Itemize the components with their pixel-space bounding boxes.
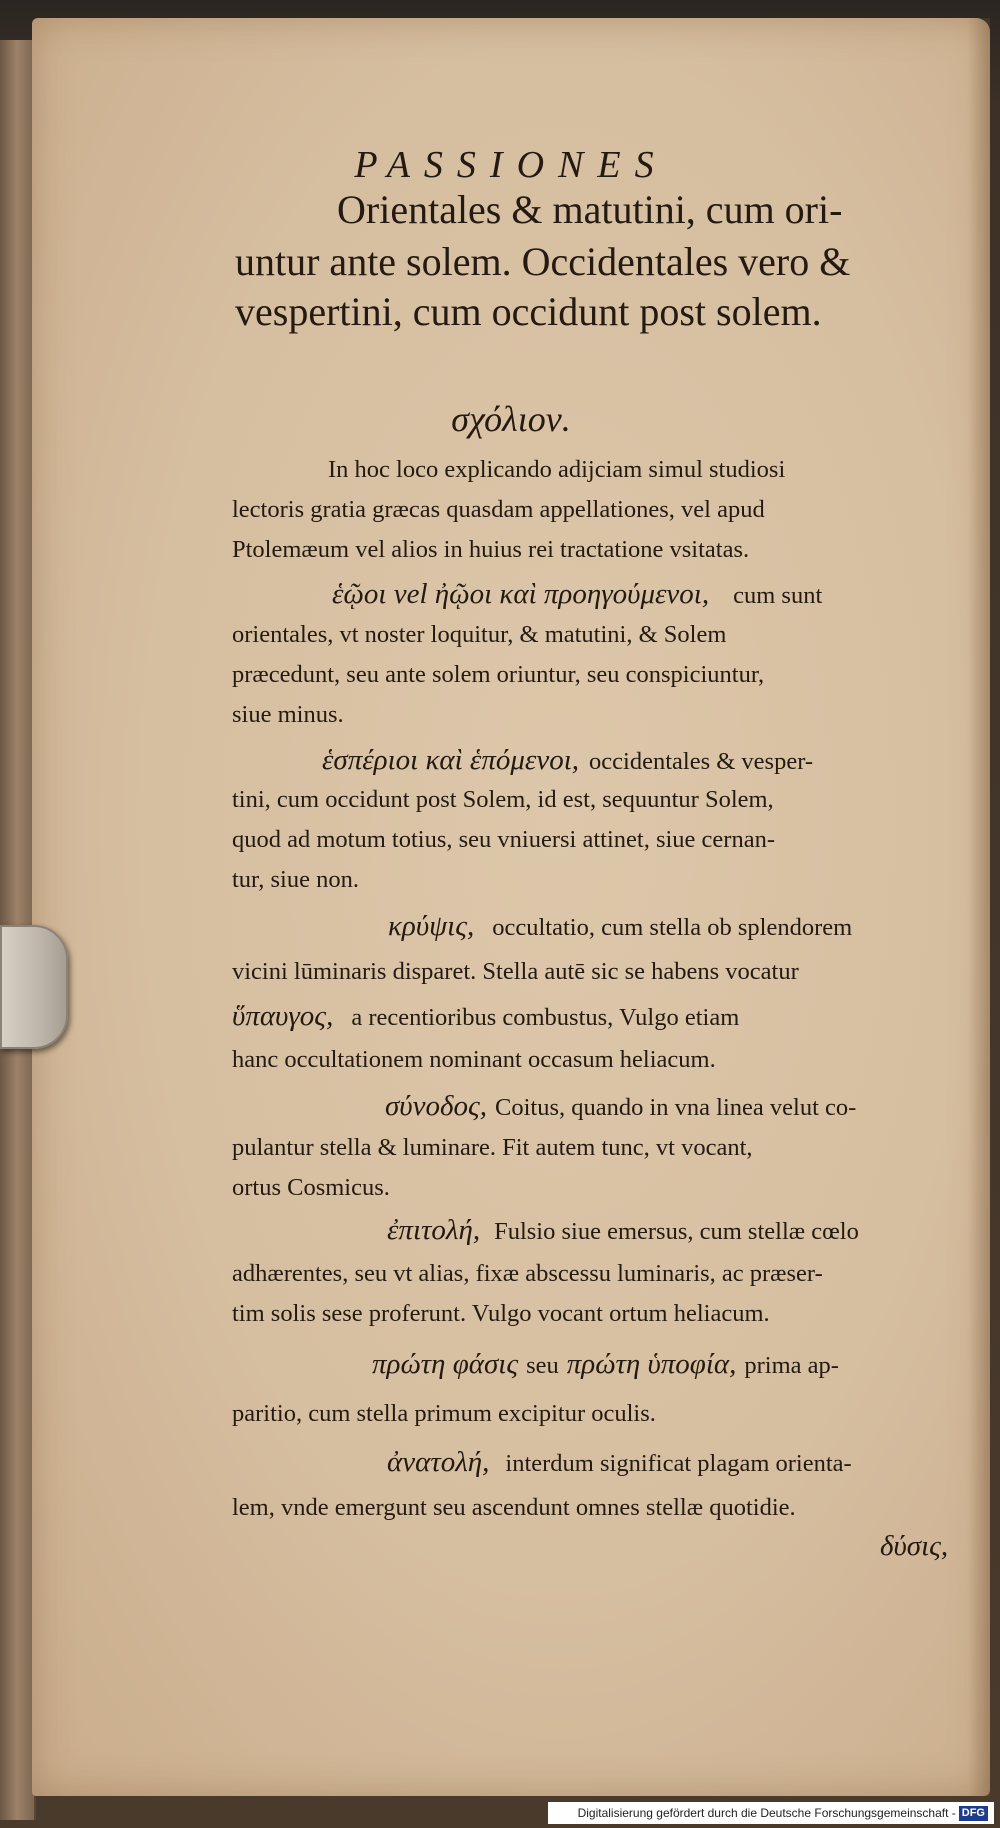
para7-greek-term: πρώτη φάσις (372, 1348, 519, 1380)
para8-first-line (387, 1446, 852, 1479)
para5-line-2: pulantur stella & luminare. Fit autem tunc, vt vocant, (232, 1134, 753, 1161)
para4-greek-term: κρύψις, (388, 910, 475, 942)
para3-line-4: tur, siue non. (232, 866, 359, 893)
para3-line-2: tini, cum occidunt post Solem, id est, sequuntur Solem, (232, 786, 774, 813)
para4-third-line (232, 1000, 739, 1033)
para7-line-1: prima ap- (744, 1352, 839, 1379)
heading-line-1: Orientales & matutini, cum ori- (337, 187, 843, 232)
para2-line-4: siue minus. (232, 701, 344, 728)
para3-first-line (322, 744, 813, 777)
book-page (32, 18, 990, 1796)
para2-line-3: præcedunt, seu ante solem oriuntur, seu conspiciuntur, (232, 661, 765, 688)
para2-line-1: cum sunt (733, 582, 823, 609)
para6-first-line (387, 1214, 859, 1247)
para2-line-2: orientales, vt noster loquitur, & matutini, & Solem (232, 621, 727, 648)
para6-line-3: tim solis sese proferunt. Vulgo vocant ortum heliacum. (232, 1300, 770, 1327)
footer-text: Digitalisierung gefördert durch die Deutsche Forschungsgemeinschaft - (577, 1806, 956, 1820)
heading-line-2: untur ante solem. Occidentales vero & (235, 239, 851, 284)
para4-line-4: hanc occultationem nominant occasum heliacum. (232, 1046, 716, 1073)
dfg-logo: DFG (959, 1806, 988, 1821)
heading-line-3: vespertini, cum occidunt post solem. (235, 289, 822, 334)
para8-line-2: lem, vnde emergunt seu ascendunt omnes stellæ quotidie. (232, 1494, 796, 1521)
para4-line-3: a recentioribus combustus, Vulgo etiam (351, 1004, 740, 1031)
para4-first-line (388, 910, 852, 943)
scholion-heading: σχόλιον. (451, 399, 571, 439)
para1-line-1: In hoc loco explicando adijciam simul studiosi (328, 456, 786, 483)
para6-greek-term: ἐπιτολή, (387, 1214, 481, 1246)
para6-line-2: adhærentes, seu vt alias, fixæ abscessu luminaris, ac præser- (232, 1260, 823, 1287)
para5-line-1: Coitus, quando in vna linea velut co- (494, 1094, 857, 1121)
para7-first-line (372, 1348, 839, 1381)
para5-greek-term: σύνοδος, (385, 1090, 487, 1122)
para5-line-3: ortus Cosmicus. (232, 1174, 390, 1201)
para4-greek-term-2: ὕπαυγος, (232, 1000, 334, 1032)
para4-line-1: occultatio, cum stella ob splendorem (492, 914, 853, 941)
attribution-footer (548, 1802, 994, 1824)
para1-line-3: Ptolemæum vel alios in huius rei tractatione vsitatas. (232, 536, 750, 563)
para3-line-3: quod ad motum totius, seu vniuersi attinet, siue cernan- (232, 826, 775, 853)
para4-line-2: vicini lūminaris disparet. Stella autē sic se habens vocatur (232, 958, 799, 985)
para3-greek-term: ἑσπέριοι καὶ ἑπόμενοι, (322, 744, 580, 776)
para2-greek-term: ἑῷοι vel ἠῷοι καὶ προηγούμενοι, (332, 578, 710, 610)
para8-line-1: interdum significat plagam orienta- (505, 1450, 852, 1477)
para2-first-line (332, 578, 822, 611)
para1-line-2: lectoris gratia græcas quasdam appellationes, vel apud (232, 496, 765, 523)
para7-greek-term-2: πρώτη ὑποφία, (566, 1348, 737, 1380)
para8-greek-term: ἀνατολή, (387, 1446, 490, 1478)
para6-line-1: Fulsio siue emersus, cum stellæ cœlo (494, 1218, 859, 1245)
catchword: δύσις, (880, 1530, 949, 1562)
para7-seu: seu (526, 1352, 559, 1379)
para5-first-line (385, 1090, 856, 1123)
book-clasp (0, 925, 68, 1049)
page-text (32, 18, 990, 1796)
running-head: PASSIONES (354, 144, 668, 186)
para3-line-1: occidentales & vesper- (589, 748, 814, 775)
para7-line-2: paritio, cum stella primum excipitur oculis. (232, 1400, 656, 1427)
